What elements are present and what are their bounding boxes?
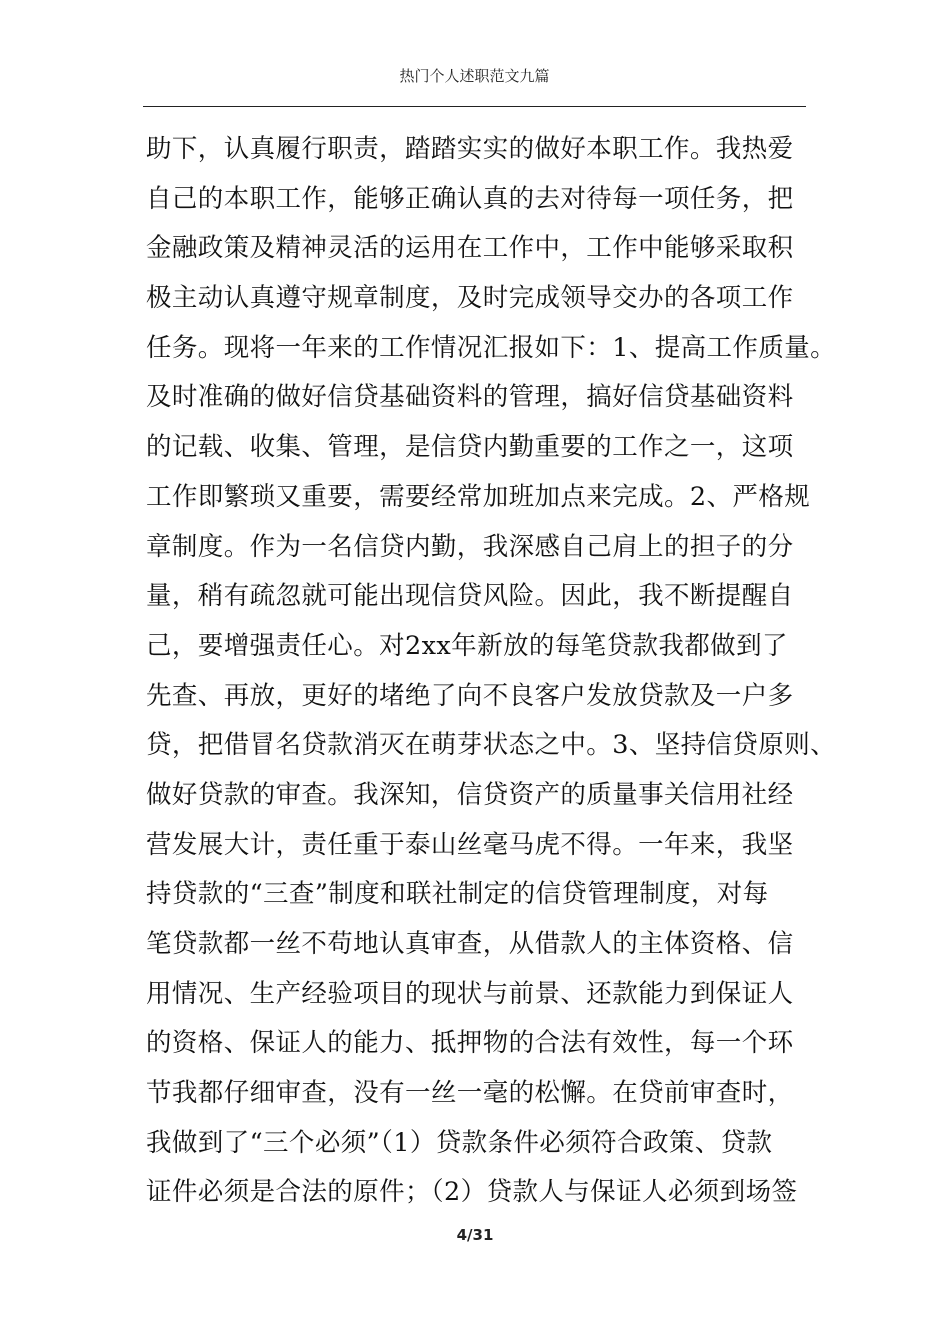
body-line: 持贷款的“三查”制度和联社制定的信贷管理制度，对每	[146, 879, 769, 910]
body-line: 用情况、生产经验项目的现状与前景、还款能力到保证人	[146, 978, 794, 1009]
body-line: 量，稍有疏忽就可能出现信贷风险。因此，我不断提醒自	[146, 581, 794, 612]
body-line: 章制度。作为一名信贷内勤，我深感自己肩上的担子的分	[146, 531, 794, 562]
body-line: 先查、再放，更好的堵绝了向不良客户发放贷款及一户多	[146, 680, 794, 711]
body-line: 任务。现将一年来的工作情况汇报如下：1、提高工作质量。	[146, 332, 837, 363]
body-line: 节我都仔细审查，没有一丝一毫的松懈。在贷前审查时，	[146, 1078, 794, 1109]
body-line: 助下，认真履行职责，踏踏实实的做好本职工作。我热爱	[146, 134, 794, 164]
body-line: 自己的本职工作，能够正确认真的去对待每一项任务，把	[146, 183, 794, 214]
body-line: 笔贷款都一丝不苟地认真审查，从借款人的主体资格、信	[146, 929, 794, 959]
body-line: 金融政策及精神灵活的运用在工作中，工作中能够采取积	[146, 233, 794, 264]
body-text	[146, 125, 836, 1218]
body-line: 贷，把借冒名贷款消灭在萌芽状态之中。3、坚持信贷原则、	[146, 730, 837, 761]
body-line: 的资格、保证人的能力、抵押物的合法有效性，每一个环	[146, 1028, 794, 1059]
body-line: 极主动认真遵守规章制度，及时完成领导交办的各项工作	[146, 283, 794, 314]
body-line: 己，要增强责任心。对2xx年新放的每笔贷款我都做到了	[146, 630, 788, 661]
body-line: 做好贷款的审查。我深知，信贷资产的质量事关信用社经	[146, 779, 794, 810]
body-line: 我做到了“三个必须”（1）贷款条件必须符合政策、贷款	[146, 1127, 773, 1158]
body-line: 证件必须是合法的原件；（2）贷款人与保证人必须到场签	[146, 1177, 798, 1208]
page-number: 4/31	[456, 1226, 494, 1244]
body-line: 营发展大计，责任重于泰山丝毫马虎不得。一年来，我坚	[146, 829, 794, 860]
page-header-title: 热门个人述职范文九篇	[399, 67, 550, 85]
body-line: 工作即繁琐又重要，需要经常加班加点来完成。2、严格规	[146, 481, 811, 512]
body-line: 及时准确的做好信贷基础资料的管理，搞好信贷基础资料	[146, 382, 794, 413]
body-line: 的记载、收集、管理，是信贷内勤重要的工作之一，这项	[146, 432, 794, 463]
header-divider	[143, 106, 806, 107]
